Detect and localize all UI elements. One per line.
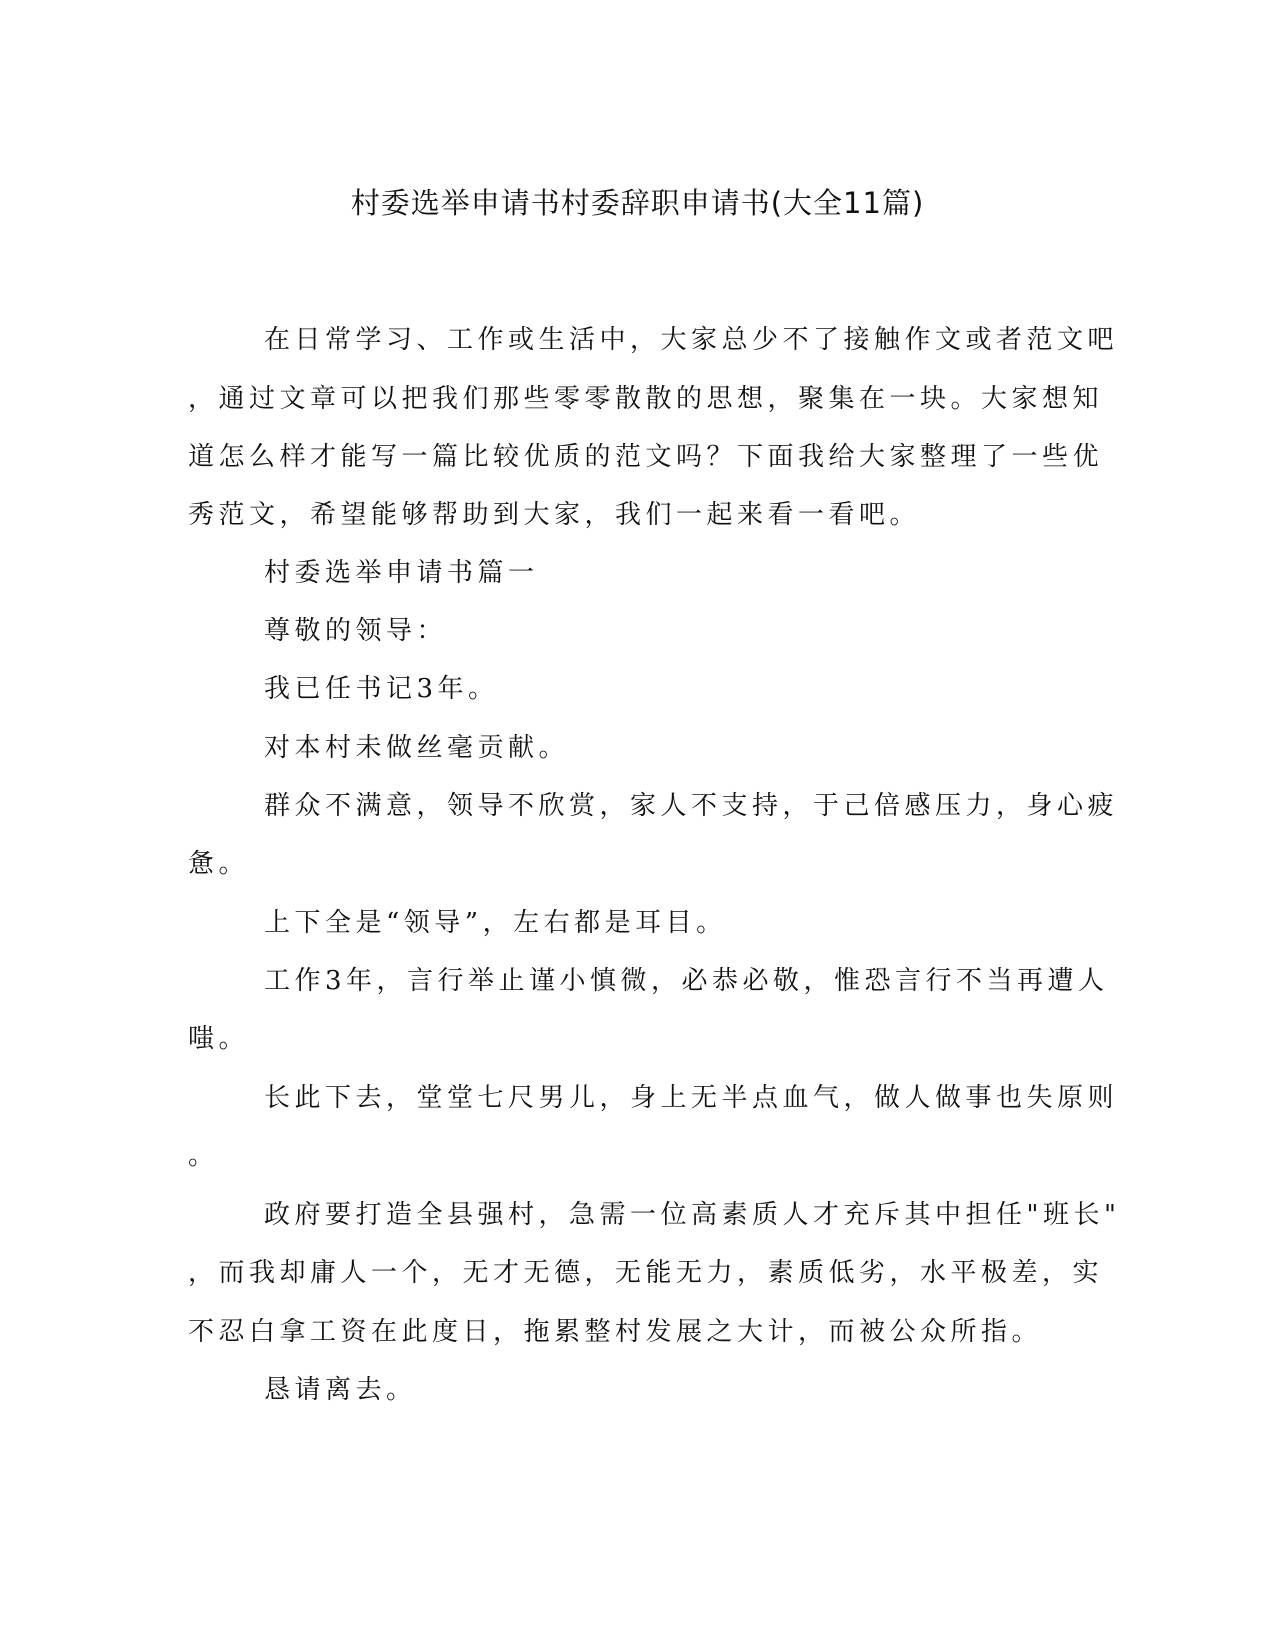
paragraph-line: 上下全是“领导”，左右都是耳目。 xyxy=(264,908,727,938)
paragraph-line: ，通过文章可以把我们那些零零散散的思想，聚集在一块。大家想知 xyxy=(188,384,1104,414)
salutation: 尊敬的领导： xyxy=(264,616,448,646)
paragraph-line: 恳请离去。 xyxy=(264,1375,417,1405)
paragraph-line: 惫。 xyxy=(188,849,250,879)
paragraph-line: 。 xyxy=(188,1141,219,1171)
paragraph-line: 在日常学习、工作或生活中，大家总少不了接触作文或者范文吧 xyxy=(264,325,1119,355)
paragraph-line: ，而我却庸人一个，无才无德，无能无力，素质低劣，水平极差，实 xyxy=(188,1258,1104,1288)
paragraph-line: 嗤。 xyxy=(188,1024,250,1054)
paragraph-line: 道怎么样才能写一篇比较优质的范文吗？下面我给大家整理了一些优 xyxy=(188,442,1104,472)
paragraph-line: 政府要打造全县强村，急需一位高素质人才充斥其中担任"班长" xyxy=(264,1200,1121,1230)
paragraph-line: 秀范文，希望能够帮助到大家，我们一起来看一看吧。 xyxy=(188,500,921,530)
paragraph-line: 长此下去，堂堂七尺男儿，身上无半点血气，做人做事也失原则 xyxy=(264,1083,1119,1113)
document-title: 村委选举申请书村委辞职申请书(大全11篇) xyxy=(350,186,925,220)
paragraph-line: 群众不满意，领导不欣赏，家人不支持，于己倍感压力，身心疲 xyxy=(264,791,1119,821)
section-heading: 村委选举申请书篇一 xyxy=(264,558,539,588)
paragraph-line: 工作3年，言行举止谨小慎微，必恭必敬，惟恐言行不当再遭人 xyxy=(264,966,1109,996)
paragraph-line: 对本村未做丝毫贡献。 xyxy=(264,733,570,763)
paragraph-line: 我已任书记3年。 xyxy=(264,674,499,704)
paragraph-line: 不忍白拿工资在此度日，拖累整村发展之大计，而被公众所指。 xyxy=(188,1317,1043,1347)
